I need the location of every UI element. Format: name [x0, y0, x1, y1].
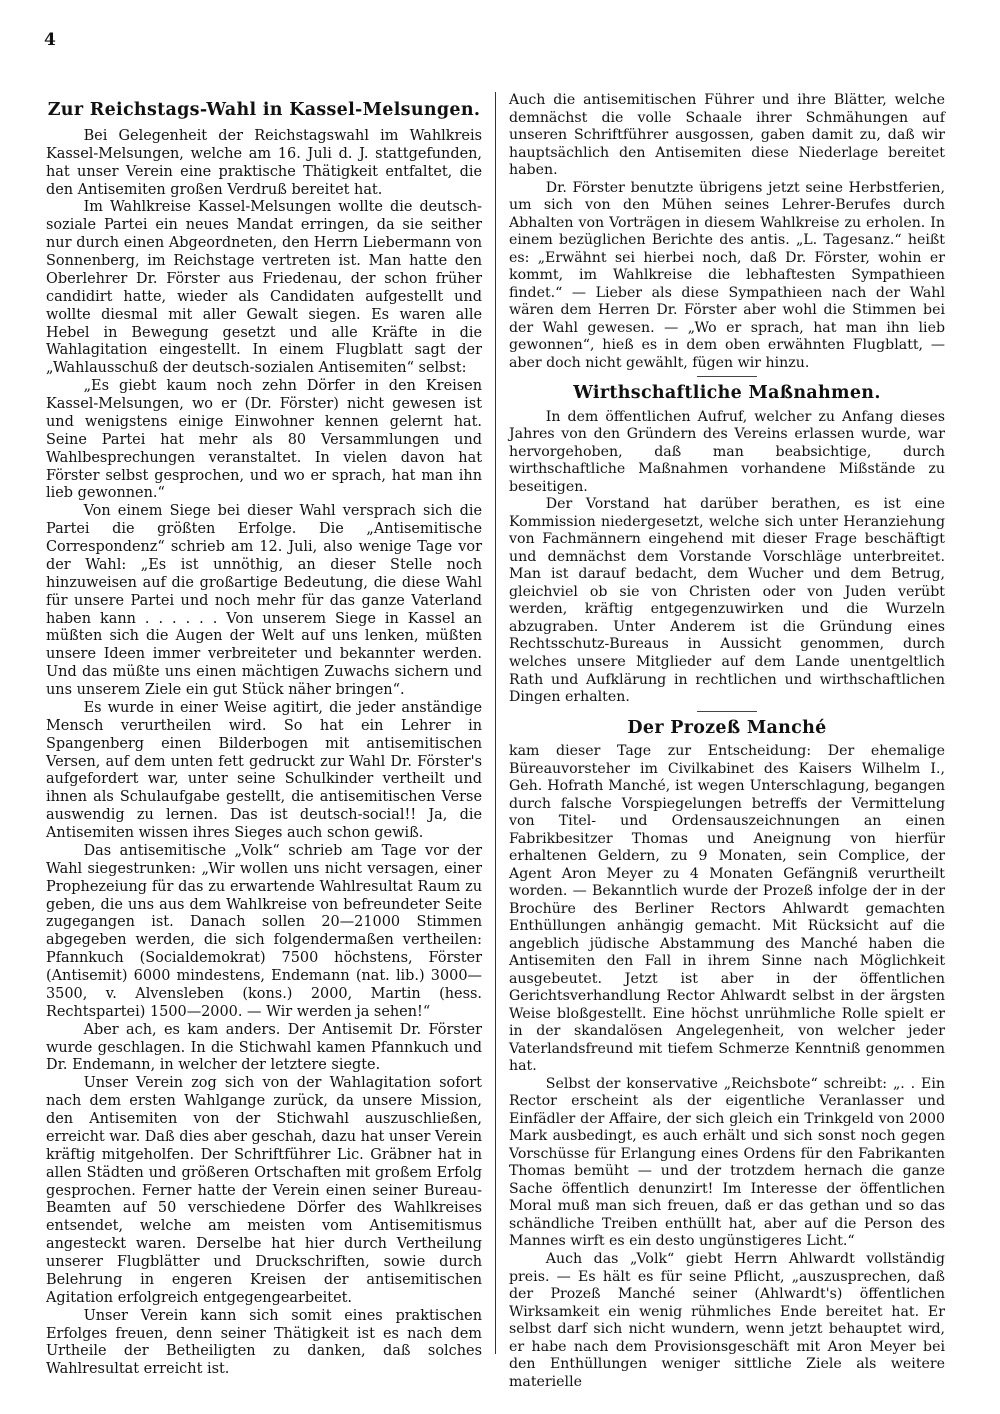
- paragraph: Der Vorstand hat darüber berathen, es ist eine Kommission niedergesetzt, welche sich unter Heranziehung von Fachmännern eingehend mit dieser Frage beschäftigt und demnächst dem Vorstande Vorschläge unterbreitet. Man ist darauf bedacht, dem Wucher und dem Betrug, gleichviel ob sie von Christen oder von Juden verübt werden, kräftig entgegenzuwirken und die Wurzeln abzugraben. Unter Anderem ist die Gründung eines Rechtsschutz-Bureaus in Aussicht genommen, durch welches unsere Mitglieder auf dem Lande unentgeltlich Rath und Aufklärung in rechtlichen und wirthschaftlichen Dingen erhalten.: [509, 496, 945, 706]
- left-column: [46, 92, 482, 1379]
- paragraph: Aber ach, es kam anders. Der Antisemit Dr. Förster wurde geschlagen. In die Stichwahl kamen Pfannkuch und Dr. Endemann, in welcher der letztere siegte.: [46, 1021, 482, 1074]
- page-number: 4: [44, 30, 56, 50]
- article-heading-reichstagswahl: Zur Reichstags-Wahl in Kassel-Melsungen.: [47, 100, 481, 120]
- column-divider: [495, 92, 496, 1354]
- paragraph: Das antisemitische „Volk“ schrieb am Tage vor der Wahl siegestrunken: „Wir wollen uns nicht versagen, einer Prophezeiung für das zu erwartende Wahlresultat Raum zu geben, die uns aus dem Wahlkreise von befreundeter Seite zugegangen ist. Danach sollen 20—21000 Stimmen abgegeben werden, die sich folgendermaßen vertheilen: Pfannkuch (Socialdemokrat) 7500 höchstens, Förster (Antisemit) 6000 mindestens, Endemann (nat. lib.) 3000—3500, v. Alvensleben (kons.) 2000, Martin (hess. Rechtspartei) 1500—2000. — Wir werden ja sehen!“: [46, 842, 482, 1020]
- section-rule: [697, 376, 757, 377]
- right-column: [509, 92, 945, 1391]
- article-heading-wirthschaftliche: Wirthschaftliche Maßnahmen.: [573, 383, 881, 404]
- paragraph: Unser Verein kann sich somit eines praktischen Erfolges freuen, denn seiner Thätigkeit ist es nach dem Urtheile der Betheiligten zu danken, daß solches Wahlresultat erreicht ist.: [46, 1307, 482, 1378]
- paragraph: Dr. Förster benutzte übrigens jetzt seine Herbstferien, um sich von den Mühen seines Lehrer-Berufes durch Abhalten von Vorträgen in diesem Wahlkreise zu erholen. In einem bezüglichen Berichte des antis. „L. Tagesanz.“ heißt es: „Erwähnt sei hierbei noch, daß Dr. Förster, wohin er kommt, im Wahlkreise die lebhaftesten Sympathieen findet.“ — Lieber als diese Sympathieen nach der Wahl wären dem Herren Dr. Förster aber wohl die Stimmen bei der Wahl gewesen. — „Wo er sprach, hat man ihn lieb gewonnen“, hieß es in dem oben erwähnten Flugblatt, — aber doch nicht gewählt, fügen wir hinzu.: [509, 179, 945, 371]
- paragraph: Auch das „Volk“ giebt Herrn Ahlwardt vollständig preis. — Es hält es für seine Pflicht, „auszusprechen, daß der Prozeß Manché seiner (Ahlwardt's) öffentlichen Wirksamkeit ein wenig rühmliches Ende bereitet hat. Er selbst darf sich nicht wundern, wenn jetzt behauptet wird, er habe nach dem Provisionsgeschäft mit Aron Meyer bei den Enthüllungen weniger sittliche Ziele als weitere materielle: [509, 1251, 945, 1390]
- paragraph: In dem öffentlichen Aufruf, welcher zu Anfang dieses Jahres von den Gründern des Vereins erlassen wurde, war hervorgehoben, daß man beabsichtige, durch wirthschaftliche Maßnahmen vorhandene Mißstände zu beseitigen.: [509, 408, 945, 495]
- paragraph: Von einem Siege bei dieser Wahl versprach sich die Partei die größten Erfolge. Die „Antisemitische Correspondenz“ schrieb am 12. Juli, also wenige Tage vor der Wahl: „Es ist unnöthig, an dieser Stelle noch hinzuweisen auf die großartige Bedeutung, die diese Wahl für unsere Partei und noch mehr für das ganze Vaterland haben kann . . . . . . Von unserem Siege in Kassel an müßten sich die Augen der Welt auf uns lenken, müßten unsere Ideen immer verbreiteter und bekannter werden. Und das müßte uns einen mächtigen Zuwachs sichern und uns unserem Ziele ein gut Stück näher bringen“.: [46, 503, 482, 698]
- paragraph: Bei Gelegenheit der Reichstagswahl im Wahlkreis Kassel-Melsungen, welche am 16. Juli d. J. stattgefunden, hat unser Verein eine praktische Thätigkeit entfaltet, die den Antisemiten großen Verdruß bereitet hat.: [46, 127, 482, 198]
- paragraph: Selbst der konservative „Reichsbote“ schreibt: „. . Ein Rector erscheint als der eigentliche Veranlasser und Einfädler der Affaire, der sich gleich ein Trinkgeld von 2000 Mark ausbedingt, es auch erhält und sich sonst noch gegen Vorschüsse für Erlangung eines Ordens für den Fabrikanten Thomas bemüht — und der trotzdem hernach die ganze Sache öffentlich denunzirt! Im Interesse der öffentlichen Moral muß man sich freuen, daß er das gethan und so das schändliche Treiben enthüllt hat, aber auf die Person des Mannes wirft es ein desto ungünstigeres Licht.“: [509, 1075, 945, 1250]
- paragraph: Im Wahlkreise Kassel-Melsungen wollte die deutsch-soziale Partei ein neues Mandat erringen, da sie seither nur durch einen Abgeordneten, den Herrn Liebermann von Sonnenberg, im Reichstage vertreten ist. Man hatte den Oberlehrer Dr. Förster aus Friedenau, der schon früher candidirt hatte, wieder als Candidaten aufgestellt und wollte diesmal mit aller Gewalt siegen. Es waren alle Hebel in Bewegung gesetzt und alle Kräfte in die Wahlagitation eingestellt. In einem Flugblatt sagt der „Wahlausschuß der deutsch-sozialen Antisemiten“ selbst:: [46, 199, 482, 377]
- paragraph: Es wurde in einer Weise agitirt, die jeder anständige Mensch verurtheilen wird. So hat ein Lehrer in Spangenberg einen Bilderbogen mit antisemitischen Versen, auf dem unten fett gedruckt zur Wahl Dr. Förster's aufgefordert war, unter seine Schulkinder vertheilt und ihnen als Schulaufgabe gestellt, die antisemitischen Verse auswendig zu lernen. Das ist deutsch-social!! Ja, die Antisemiten wissen ihres Sieges auch schon gewiß.: [46, 699, 482, 841]
- quote-paragraph: „Es giebt kaum noch zehn Dörfer in den Kreisen Kassel-Melsungen, wo er (Dr. Förster) nicht gewesen ist und wenigstens einige Einwohner kennen gelernt hat. Seine Partei hat mehr als 80 Versammlungen und Wahlbesprechungen veranstaltet. In vielen davon hat Förster selbst gesprochen, und wo er sprach, hat man ihn lieb gewonnen.“: [46, 378, 482, 502]
- continued-paragraph: Auch die antisemitischen Führer und ihre Blätter, welche demnächst die volle Schaale ihrer Schmähungen auf unseren Schriftführer ausgossen, gaben damit zu, daß wir hauptsächlich den Antisemiten diese Niederlage bereitet haben.: [509, 92, 945, 179]
- paragraph: kam dieser Tage zur Entscheidung: Der ehemalige Büreauvorsteher im Civilkabinet des Kaisers Wilhelm I., Geh. Hofrath Manché, ist wegen Unterschlagung, begangen durch falsche Vorspiegelungen betreffs der Vermittelung von Titel- und Ordensauszeichnungen an einen Fabrikbesitzer Thomas und Aneignung von hierfür erhaltenen Geldern, zu 9 Monaten, sein Complice, der Agent Aron Meyer zu 4 Monaten Gefängniß verurtheilt worden. — Bekanntlich wurde der Prozeß infolge der in der Brochüre des Berliner Rectors Ahlwardt gemachten Enthüllungen anhängig gemacht. Mit Rücksicht auf die angeblich jüdische Abstammung des Manché haben die Antisemiten den Fall in ihrem Sinne nach Möglichkeit ausgebeutet. Jetzt ist aber in der öffentlichen Gerichtsverhandlung Rector Ahlwardt selbst in der ärgsten Weise bloßgestellt. Eine höchst unrühmliche Rolle spielt er in der skandalösen Angelegenheit, von welcher jeder Vaterlandsfreund mit tiefem Schmerze Kenntniß genommen hat.: [509, 743, 945, 1075]
- paragraph: Unser Verein zog sich von der Wahlagitation sofort nach dem ersten Wahlgange zurück, da unsere Mission, den Antisemiten von der Stichwahl auszuschließen, erreicht war. Daß dies aber geschah, dazu hat unser Verein kräftig mitgeholfen. Der Schriftführer Lic. Gräbner hat in allen Städten und größeren Ortschaften mit großem Erfolg gesprochen. Ferner hatte der Verein einen seiner Bureau-Beamten auf 50 verschiedene Dörfer des Wahlkreises entsendet, welche am meisten vom Antisemitismus angesteckt waren. Derselbe hat hier durch Vertheilung unserer Flugblätter und Druckschriften, sowie durch Belehrung in engeren Kreisen der antisemitischen Agitation erfolgreich entgegengearbeitet.: [46, 1075, 482, 1306]
- article-heading-prozess-manche: Der Prozeß Manché: [627, 717, 827, 738]
- section-rule: [697, 711, 757, 712]
